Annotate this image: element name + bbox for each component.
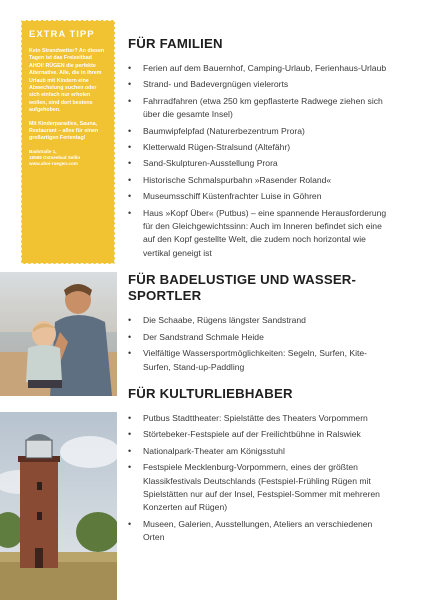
tip-paragraph-2: Mit Kinderparadies, Sauna, Restaurant – alles für einen großartigen Ferientag! xyxy=(29,120,99,142)
activity-list xyxy=(128,412,390,545)
section-culture xyxy=(128,386,390,545)
list-item: • Baumwipfelpfad (Naturerbezentrum Prora) xyxy=(128,125,390,138)
tip-address-line-1: Badstraße 1, xyxy=(29,148,57,154)
activity-list xyxy=(128,62,390,260)
list-item: • Sand-Skulpturen-Ausstellung Prora xyxy=(128,157,390,170)
section-title: FÜR KULTURLIEBHABER xyxy=(128,385,293,401)
sidebar xyxy=(0,0,117,600)
tip-address xyxy=(29,149,108,168)
list-item: • Historische Schmalspurbahn »Rasender Roland« xyxy=(128,174,390,187)
tip-paragraph-1: Kein Strandwetter? An diesen Tagen ist das Freizeitbad AHOI! RÜGEN die perfekte Alternative. Alle, die in ihrem Urlaub mit Kindern eine Abwechslung suchen oder sich einfach nur erholen wollen, sind dort bestens aufgehoben. xyxy=(29,48,105,114)
list-item: • Die Schaabe, Rügens längster Sandstrand xyxy=(128,314,390,327)
section-title: FÜR BADELUSTIGE UND WASSER-SPORTLER xyxy=(128,272,357,304)
list-item: • Kletterwald Rügen-Stralsund (Altefähr) xyxy=(128,141,390,154)
list-item: • Haus »Kopf Über« (Putbus) – eine spannende Herausforderung für den Gleichgewichtssinn: Auch im Inneren befindet sich eine auf den Kopf gestellte Welt, die zudem noch horizontal wie vertikal geneigt ist xyxy=(128,207,390,261)
list-item: • Störtebeker-Festspiele auf der Freilichtbühne in Ralswiek xyxy=(128,428,390,441)
list-item: • Ferien auf dem Bauernhof, Camping-Urlaub, Ferienhaus-Urlaub xyxy=(128,62,390,75)
list-item: • Putbus Stadttheater: Spielstätte des Theaters Vorpommern xyxy=(128,412,390,425)
section-title: FÜR FAMILIEN xyxy=(128,36,223,51)
main-content xyxy=(128,36,390,557)
list-item: • Fahrradfahren (etwa 250 km gepflasterte Radwege ziehen sich über die gesamte Insel) xyxy=(128,95,390,122)
lighthouse-illustration xyxy=(0,412,117,600)
activity-list xyxy=(128,314,390,374)
section-families xyxy=(128,36,390,260)
list-item: • Der Sandstrand Schmale Heide xyxy=(128,331,390,344)
extra-tip-box xyxy=(21,20,115,264)
list-item: • Museen, Galerien, Ausstellungen, Ateliers an verschiedenen Orten xyxy=(128,518,390,545)
list-item: • Festspiele Mecklenburg-Vorpommern, eines der größten Klassikfestivals Deutschlands (Festspiel-Frühling Rügen mit Spielstätten nur auf der Insel, Festspiel-Sommer mit mehreren Konzerten auf Rügen) xyxy=(128,461,390,515)
tip-title: EXTRA TIPP xyxy=(29,29,95,40)
family-beach-illustration xyxy=(0,272,117,396)
list-item: • Nationalpark-Theater am Königsstuhl xyxy=(128,445,390,458)
section-water-sports xyxy=(128,272,390,374)
family-beach-photo xyxy=(0,272,117,396)
list-item: • Museumsschiff Küstenfrachter Luise in Göhren xyxy=(128,190,390,203)
tip-website[interactable]: www.ahoi-ruegen.com xyxy=(29,161,78,167)
lighthouse-photo xyxy=(0,412,117,600)
tip-address-line-2: 18586 Ostseebad Sellin xyxy=(29,155,81,161)
list-item: • Vielfältige Wassersportmöglichkeiten: Segeln, Surfen, Kite-Surfen, Stand-up-Paddling xyxy=(128,347,390,374)
list-item: • Strand- und Badevergnügen vielerorts xyxy=(128,78,390,91)
